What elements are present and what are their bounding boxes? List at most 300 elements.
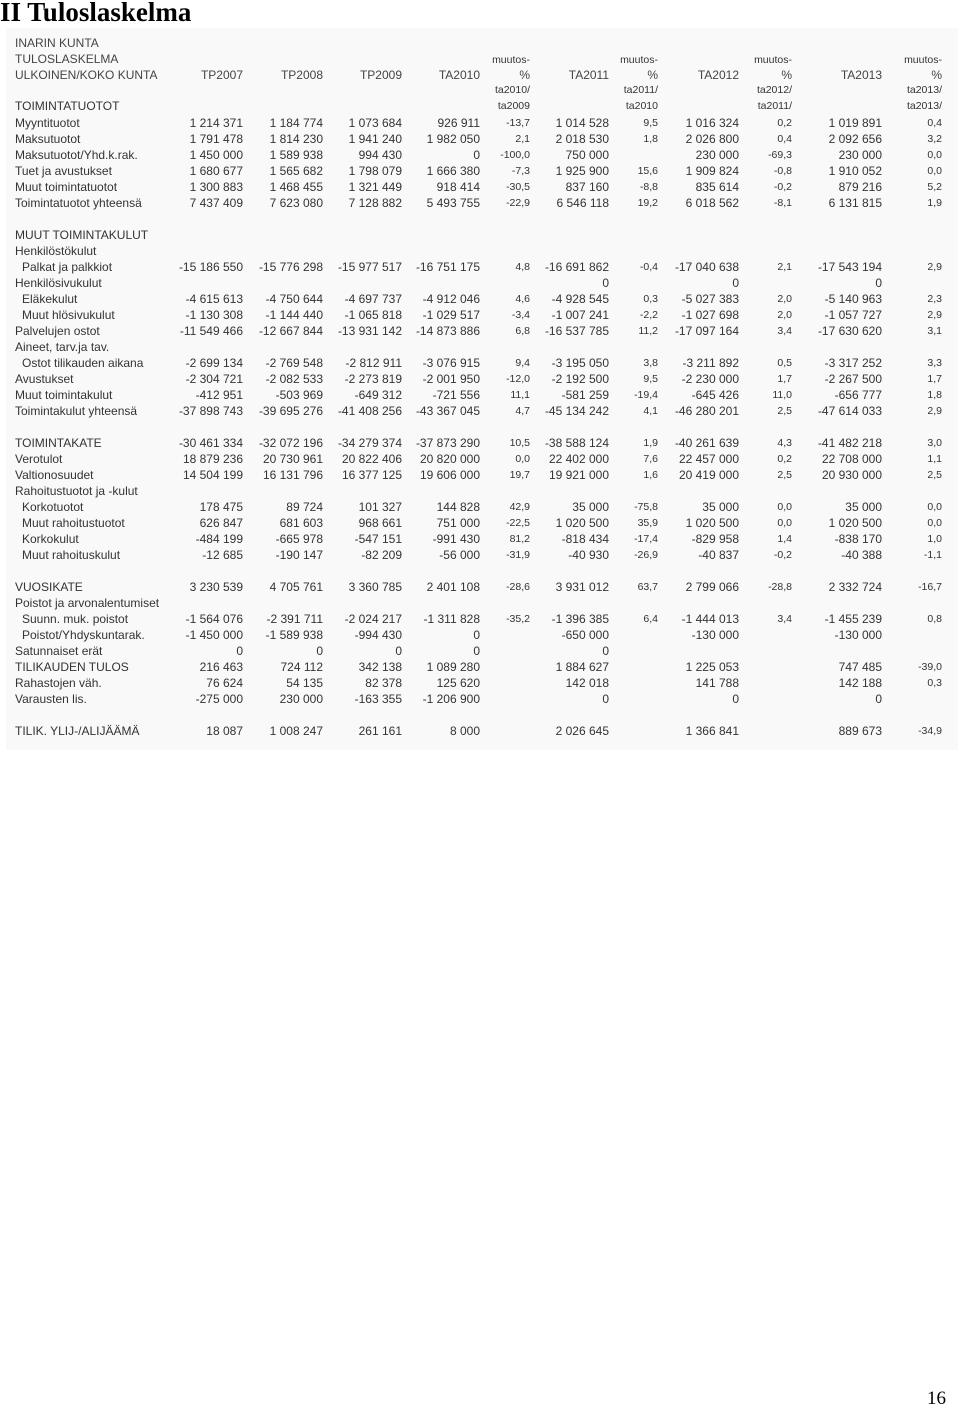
row-label: Henkilöstökulut — [15, 244, 97, 258]
value-cell: 4 705 761 — [269, 580, 323, 594]
value-cell: 230 000 — [695, 148, 739, 162]
value-cell: -38 588 124 — [544, 436, 609, 450]
value-cell: -32 072 196 — [258, 436, 323, 450]
column-header: muutos- — [904, 54, 942, 66]
row-label: Satunnaiset erät — [15, 644, 103, 658]
row-label: Palvelujen ostot — [15, 324, 100, 338]
percent-cell: 0,5 — [777, 357, 792, 369]
value-cell: 18 879 236 — [182, 452, 243, 466]
value-cell: 125 620 — [436, 676, 480, 690]
percent-cell: -16,7 — [918, 581, 942, 593]
percent-cell: 2,9 — [927, 309, 942, 321]
row-label: Muut toimintatuotot — [15, 180, 118, 194]
value-cell: 342 138 — [358, 660, 402, 674]
row-label: Myyntituotot — [15, 116, 80, 130]
value-cell: -3 317 252 — [824, 356, 882, 370]
value-cell: 1 321 449 — [348, 180, 402, 194]
column-header: TP2009 — [359, 68, 402, 82]
value-cell: -82 209 — [361, 548, 402, 562]
value-cell: 141 788 — [695, 676, 739, 690]
value-cell: 16 377 125 — [341, 468, 402, 482]
percent-cell: 0,2 — [777, 453, 792, 465]
column-header: ta2011/ — [623, 84, 658, 96]
percent-cell: -17,4 — [634, 533, 658, 545]
value-cell: 1 225 053 — [685, 660, 739, 674]
percent-cell: 1,9 — [643, 437, 658, 449]
percent-cell: 7,6 — [643, 453, 658, 465]
value-cell: 35 000 — [702, 500, 739, 514]
value-cell: 14 504 199 — [182, 468, 243, 482]
value-cell: -40 837 — [698, 548, 739, 562]
value-cell: -130 000 — [691, 628, 739, 642]
value-cell: -40 261 639 — [674, 436, 739, 450]
percent-cell: 0,2 — [777, 117, 792, 129]
value-cell: 35 000 — [572, 500, 609, 514]
percent-cell: 6,4 — [643, 613, 658, 625]
column-header: muutos- — [492, 54, 530, 66]
value-cell: -56 000 — [439, 548, 480, 562]
value-cell: 750 000 — [565, 148, 609, 162]
value-cell: 6 131 815 — [828, 196, 882, 210]
value-cell: 20 822 406 — [341, 452, 402, 466]
percent-cell: 42,9 — [509, 501, 530, 513]
row-label: Henkilösivukulut — [15, 276, 102, 290]
value-cell: -2 230 000 — [681, 372, 739, 386]
percent-cell: 2,5 — [777, 469, 792, 481]
value-cell: -43 367 045 — [415, 404, 480, 418]
value-cell: 8 000 — [449, 724, 480, 738]
value-cell: -650 000 — [561, 628, 609, 642]
value-cell: 142 018 — [565, 676, 609, 690]
value-cell: 0 — [395, 644, 402, 658]
column-header: ta2013/ — [906, 100, 942, 112]
value-cell: -4 750 644 — [265, 292, 323, 306]
row-label: Muut rahoitustuotot — [22, 516, 125, 530]
percent-cell: 1,1 — [927, 453, 942, 465]
row-label: Suunn. muk. poistot — [22, 612, 129, 626]
value-cell: -17 543 194 — [817, 260, 882, 274]
value-cell: -656 777 — [834, 388, 882, 402]
value-cell: 19 606 000 — [419, 468, 480, 482]
row-label: Palkat ja palkkiot — [22, 260, 113, 274]
value-cell: -4 697 737 — [344, 292, 402, 306]
percent-cell: 1,8 — [643, 133, 658, 145]
percent-cell: 0,0 — [927, 517, 942, 529]
value-cell: -1 206 900 — [422, 692, 480, 706]
value-cell: 76 624 — [206, 676, 243, 690]
row-label: Poistot/Yhdyskuntarak. — [22, 628, 145, 642]
column-header: ta2013/ — [906, 84, 942, 96]
value-cell: 89 724 — [286, 500, 323, 514]
value-cell: 0 — [602, 276, 609, 290]
value-cell: 0 — [732, 276, 739, 290]
value-cell: 1 020 500 — [555, 516, 609, 530]
percent-cell: -0,8 — [773, 165, 792, 177]
value-cell: 1 450 000 — [189, 148, 243, 162]
value-cell: -3 195 050 — [551, 356, 609, 370]
row-label: Toimintakulut yhteensä — [15, 404, 138, 418]
value-cell: 1 814 230 — [269, 132, 323, 146]
percent-cell: -26,9 — [634, 549, 658, 561]
value-cell: -1 027 698 — [681, 308, 739, 322]
value-cell: 216 463 — [199, 660, 243, 674]
value-cell: 2 799 066 — [685, 580, 739, 594]
value-cell: -1 029 517 — [422, 308, 480, 322]
value-cell: 3 230 539 — [189, 580, 243, 594]
row-label: TILIKAUDEN TULOS — [15, 660, 129, 674]
percent-cell: -35,2 — [506, 613, 530, 625]
value-cell: 879 216 — [838, 180, 882, 194]
column-header: ta2012/ — [756, 84, 792, 96]
value-cell: -12 685 — [202, 548, 243, 562]
value-cell: 747 485 — [838, 660, 882, 674]
percent-cell: 11,2 — [638, 325, 658, 337]
percent-cell: 9,5 — [643, 117, 658, 129]
percent-cell: -69,3 — [768, 149, 792, 161]
value-cell: 1 366 841 — [685, 724, 739, 738]
value-cell: 35 000 — [845, 500, 882, 514]
percent-cell: -2,2 — [639, 309, 658, 321]
row-label: Valtionosuudet — [15, 468, 94, 482]
page-number: 16 — [927, 1388, 946, 1409]
percent-cell: -7,3 — [511, 165, 530, 177]
value-cell: 889 673 — [838, 724, 882, 738]
value-cell: 0 — [316, 644, 323, 658]
percent-cell: 0,4 — [927, 117, 942, 129]
percent-cell: 1,4 — [777, 533, 792, 545]
value-cell: -46 280 201 — [674, 404, 739, 418]
row-label: Eläkekulut — [22, 292, 78, 306]
value-cell: 0 — [473, 148, 480, 162]
percent-cell: -22,9 — [506, 197, 530, 209]
percent-cell: 0,0 — [927, 165, 942, 177]
value-cell: -2 024 217 — [344, 612, 402, 626]
value-cell: -665 978 — [275, 532, 323, 546]
value-cell: -3 076 915 — [422, 356, 480, 370]
value-cell: 0 — [875, 276, 882, 290]
row-label: Muut rahoituskulut — [22, 548, 121, 562]
row-label: Aineet, tarv.ja tav. — [15, 340, 110, 354]
value-cell: 2 401 108 — [426, 580, 480, 594]
percent-cell: 0,4 — [777, 133, 792, 145]
value-cell: 2 018 530 — [555, 132, 609, 146]
value-cell: -41 482 218 — [817, 436, 882, 450]
column-header: TP2007 — [200, 68, 243, 82]
value-cell: 2 332 724 — [828, 580, 882, 594]
value-cell: -1 589 938 — [265, 628, 323, 642]
percent-cell: 0,0 — [777, 517, 792, 529]
value-cell: 1 014 528 — [555, 116, 609, 130]
percent-cell: 1,8 — [927, 389, 942, 401]
value-cell: 0 — [732, 692, 739, 706]
percent-cell: 1,7 — [777, 373, 792, 385]
value-cell: 1 925 900 — [555, 164, 609, 178]
percent-cell: -1,1 — [923, 549, 942, 561]
value-cell: -1 311 828 — [423, 612, 480, 626]
percent-cell: -22,5 — [506, 517, 530, 529]
percent-cell: 2,1 — [515, 133, 530, 145]
value-cell: 1 089 280 — [426, 660, 480, 674]
percent-cell: -30,5 — [506, 181, 530, 193]
percent-cell: 11,0 — [772, 389, 792, 401]
percent-cell: 1,0 — [927, 533, 942, 545]
value-cell: 6 546 118 — [556, 196, 609, 210]
value-cell: 1 910 052 — [828, 164, 882, 178]
value-cell: -1 444 013 — [681, 612, 739, 626]
percent-cell: 4,8 — [515, 261, 530, 273]
value-cell: -1 065 818 — [344, 308, 402, 322]
value-cell: -1 144 440 — [265, 308, 323, 322]
value-cell: 1 982 050 — [426, 132, 480, 146]
value-cell: -40 388 — [841, 548, 882, 562]
value-cell: -547 151 — [354, 532, 402, 546]
percent-cell: 3,4 — [777, 613, 792, 625]
value-cell: -40 930 — [568, 548, 609, 562]
percent-cell: 4,3 — [777, 437, 792, 449]
value-cell: 1 073 684 — [348, 116, 402, 130]
column-header: TA2010 — [438, 68, 480, 82]
value-cell: 1 798 079 — [348, 164, 402, 178]
percent-cell: 3,2 — [927, 133, 942, 145]
percent-cell: 2,5 — [927, 469, 942, 481]
percent-cell: 9,4 — [515, 357, 530, 369]
percent-cell: 4,6 — [515, 293, 530, 305]
percent-cell: 3,8 — [643, 357, 658, 369]
value-cell: -2 699 134 — [185, 356, 243, 370]
value-cell: 22 402 000 — [548, 452, 609, 466]
value-cell: 1 909 824 — [685, 164, 739, 178]
row-label: Varausten lis. — [15, 692, 87, 706]
value-cell: -2 273 819 — [344, 372, 402, 386]
value-cell: -1 130 308 — [185, 308, 243, 322]
value-cell: 1 941 240 — [348, 132, 402, 146]
value-cell: 0 — [473, 628, 480, 642]
value-cell: 926 911 — [437, 116, 480, 130]
value-cell: 3 931 012 — [555, 580, 609, 594]
value-cell: 1 565 682 — [269, 164, 323, 178]
percent-cell: 2,9 — [927, 405, 942, 417]
value-cell: 230 000 — [279, 692, 323, 706]
value-cell: -45 134 242 — [544, 404, 609, 418]
value-cell: -130 000 — [834, 628, 882, 642]
column-header: muutos- — [754, 54, 792, 66]
value-cell: 54 135 — [286, 676, 323, 690]
row-label: TOIMINTAKATE — [15, 436, 102, 450]
row-label: TILIK. YLIJ-/ALIJÄÄMÄ — [15, 724, 140, 738]
value-cell: -4 912 046 — [422, 292, 480, 306]
value-cell: -721 556 — [432, 388, 480, 402]
value-cell: -991 430 — [432, 532, 480, 546]
column-header: ta2011/ — [757, 100, 792, 112]
value-cell: 3 360 785 — [348, 580, 402, 594]
row-label: TOIMINTATUOTOT — [15, 99, 120, 113]
value-cell: 101 327 — [358, 500, 402, 514]
value-cell: -1 057 727 — [824, 308, 882, 322]
percent-cell: -0,4 — [639, 261, 658, 273]
percent-cell: -100,0 — [500, 149, 530, 161]
row-label: Muut toimintakulut — [15, 388, 113, 402]
column-header: TA2011 — [568, 68, 609, 82]
value-cell: 0 — [473, 644, 480, 658]
value-cell: -1 455 239 — [824, 612, 882, 626]
percent-cell: 2,0 — [777, 293, 792, 305]
value-cell: -838 170 — [834, 532, 882, 546]
value-cell: 261 161 — [358, 724, 402, 738]
value-cell: 1 020 500 — [685, 516, 739, 530]
percent-cell: 2,9 — [927, 261, 942, 273]
value-cell: -163 355 — [354, 692, 402, 706]
value-cell: 22 457 000 — [678, 452, 739, 466]
column-header: % — [519, 68, 530, 82]
value-cell: 18 087 — [206, 724, 243, 738]
percent-cell: -34,9 — [918, 725, 942, 737]
percent-cell: 63,7 — [637, 581, 658, 593]
value-cell: -818 434 — [561, 532, 609, 546]
percent-cell: 0,0 — [515, 453, 530, 465]
sheet-title-line: TULOSLASKELMA — [15, 52, 119, 66]
value-cell: 6 018 562 — [685, 196, 739, 210]
value-cell: -5 140 963 — [824, 292, 882, 306]
percent-cell: 81,2 — [509, 533, 530, 545]
column-header: TA2013 — [840, 68, 882, 82]
percent-cell: -12,0 — [506, 373, 530, 385]
percent-cell: -0,2 — [773, 549, 792, 561]
value-cell: 1 300 883 — [189, 180, 243, 194]
value-cell: -34 279 374 — [337, 436, 402, 450]
value-cell: 968 661 — [358, 516, 402, 530]
percent-cell: -28,8 — [768, 581, 792, 593]
value-cell: -41 408 256 — [337, 404, 402, 418]
column-header: TA2012 — [697, 68, 739, 82]
value-cell: -484 199 — [195, 532, 243, 546]
value-cell: -190 147 — [275, 548, 323, 562]
value-cell: -275 000 — [195, 692, 243, 706]
value-cell: 1 016 324 — [685, 116, 739, 130]
value-cell: -2 082 533 — [265, 372, 323, 386]
percent-cell: 0,0 — [777, 501, 792, 513]
sheet-title-line: INARIN KUNTA — [15, 36, 99, 50]
value-cell: 230 000 — [838, 148, 882, 162]
value-cell: 918 414 — [436, 180, 480, 194]
row-label: Rahastojen väh. — [15, 676, 102, 690]
value-cell: 16 131 796 — [262, 468, 323, 482]
value-cell: 2 026 800 — [685, 132, 739, 146]
value-cell: -2 267 500 — [824, 372, 882, 386]
percent-cell: 0,3 — [643, 293, 658, 305]
value-cell: 994 430 — [358, 148, 402, 162]
percent-cell: -39,0 — [918, 661, 942, 673]
row-label: Verotulot — [15, 452, 63, 466]
percent-cell: 10,5 — [509, 437, 530, 449]
value-cell: -14 873 886 — [415, 324, 480, 338]
value-cell: 1 680 677 — [189, 164, 243, 178]
percent-cell: 0,8 — [927, 613, 942, 625]
value-cell: -5 027 383 — [681, 292, 739, 306]
value-cell: -645 426 — [691, 388, 739, 402]
value-cell: 82 378 — [365, 676, 402, 690]
value-cell: -3 211 892 — [682, 356, 739, 370]
value-cell: 0 — [602, 692, 609, 706]
percent-cell: -3,4 — [511, 309, 530, 321]
value-cell: -15 977 517 — [337, 260, 402, 274]
percent-cell: 3,4 — [777, 325, 792, 337]
percent-cell: -8,8 — [639, 181, 658, 193]
value-cell: 1 184 774 — [269, 116, 323, 130]
value-cell: -17 630 620 — [817, 324, 882, 338]
value-cell: -47 614 033 — [817, 404, 882, 418]
value-cell: -37 898 743 — [178, 404, 243, 418]
column-header: ta2010 — [625, 100, 658, 112]
percent-cell: 19,7 — [509, 469, 530, 481]
percent-cell: 2,5 — [777, 405, 792, 417]
value-cell: 0 — [875, 692, 882, 706]
column-header: muutos- — [620, 54, 658, 66]
row-label: MUUT TOIMINTAKULUT — [15, 228, 149, 242]
percent-cell: 6,8 — [515, 325, 530, 337]
value-cell: -1 396 385 — [551, 612, 609, 626]
value-cell: 751 000 — [436, 516, 480, 530]
scanned-table — [6, 28, 958, 750]
percent-cell: 3,3 — [927, 357, 942, 369]
value-cell: -412 951 — [195, 388, 243, 402]
value-cell: 7 128 882 — [348, 196, 402, 210]
percent-cell: -31,9 — [506, 549, 530, 561]
value-cell: 681 603 — [279, 516, 323, 530]
value-cell: 1 884 627 — [555, 660, 609, 674]
column-header: ta2009 — [497, 100, 530, 112]
value-cell: -16 751 175 — [415, 260, 480, 274]
value-cell: -1 564 076 — [185, 612, 243, 626]
value-cell: 5 493 755 — [426, 196, 480, 210]
value-cell: 1 468 455 — [269, 180, 323, 194]
value-cell: -37 873 290 — [415, 436, 480, 450]
value-cell: -30 461 334 — [178, 436, 243, 450]
value-cell: -994 430 — [354, 628, 402, 642]
row-label: Maksutuotot/Yhd.k.rak. — [15, 148, 138, 162]
row-label: Toimintatuotot yhteensä — [15, 196, 142, 210]
value-cell: -2 391 711 — [266, 612, 323, 626]
row-label: Korkokulut — [22, 532, 79, 546]
value-cell: 724 112 — [280, 660, 323, 674]
value-cell: -829 958 — [691, 532, 739, 546]
value-cell: 144 828 — [436, 500, 480, 514]
value-cell: -649 312 — [354, 388, 402, 402]
row-label: Tuet ja avustukset — [15, 164, 112, 178]
row-label: Maksutuotot — [15, 132, 81, 146]
value-cell: 2 026 645 — [555, 724, 609, 738]
percent-cell: -0,2 — [773, 181, 792, 193]
percent-cell: 0,3 — [927, 677, 942, 689]
percent-cell: 9,5 — [643, 373, 658, 385]
percent-cell: 1,9 — [927, 197, 942, 209]
row-label: Poistot ja arvonalentumiset — [15, 596, 160, 610]
value-cell: 22 708 000 — [821, 452, 882, 466]
value-cell: -4 615 613 — [185, 292, 243, 306]
column-header: TP2008 — [280, 68, 323, 82]
value-cell: 626 847 — [199, 516, 243, 530]
percent-cell: 0,0 — [927, 149, 942, 161]
row-label: Rahoitustuotot ja -kulut — [15, 484, 138, 498]
value-cell: 835 614 — [695, 180, 739, 194]
percent-cell: 3,0 — [927, 437, 942, 449]
value-cell: -2 812 911 — [345, 356, 402, 370]
value-cell: -15 776 298 — [258, 260, 323, 274]
value-cell: -503 969 — [275, 388, 323, 402]
value-cell: -2 001 950 — [422, 372, 480, 386]
percent-cell: 2,3 — [927, 293, 942, 305]
value-cell: -4 928 545 — [551, 292, 609, 306]
percent-cell: -19,4 — [634, 389, 658, 401]
